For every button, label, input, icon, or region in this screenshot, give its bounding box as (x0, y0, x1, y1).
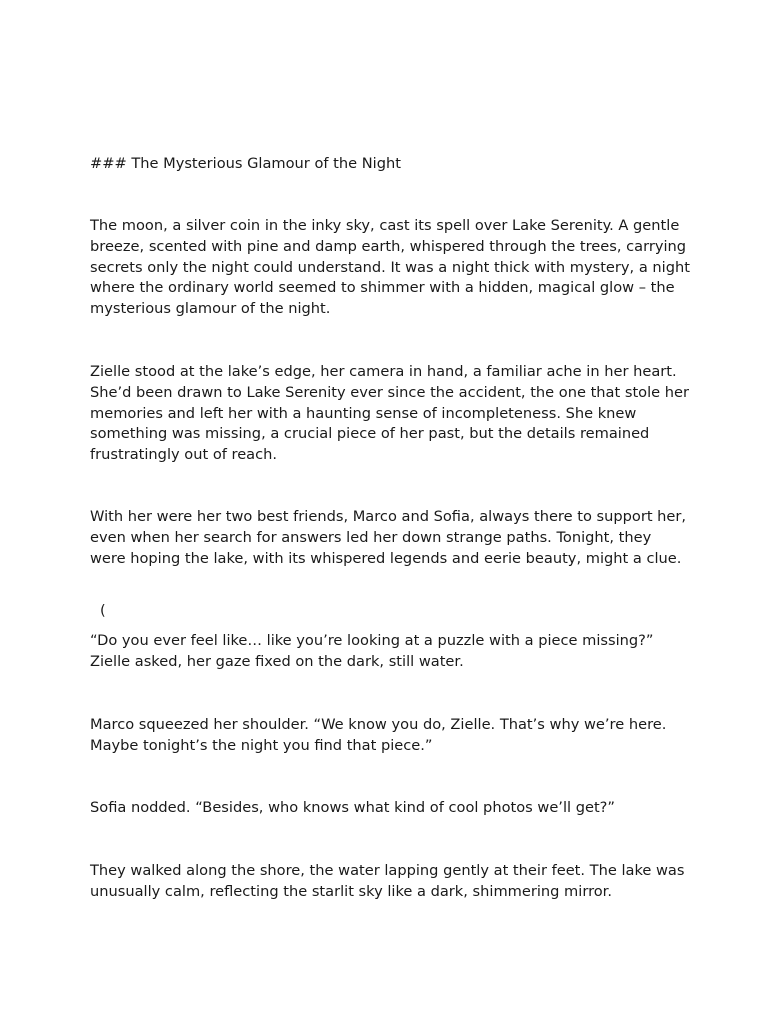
stray-mark: ( (100, 602, 106, 619)
paragraph-6: Sofia nodded. “Besides, who knows what kind of cool photos we’ll get?” (90, 799, 615, 816)
paragraph-4: “Do you ever feel like… like you’re looking at a puzzle with a piece missing?” Zielle asked, her gaze fixed on the dark, still water. (90, 632, 654, 670)
paragraph-3: With her were her two best friends, Marco and Sofia, always there to support her, even when her search for answers led her down strange paths. Tonight, they were hoping the lake, with its whispered legends and eerie beauty, might a clue. (90, 508, 687, 567)
document-heading: ### The Mysterious Glamour of the Night (90, 155, 401, 172)
paragraph-5: Marco squeezed her shoulder. “We know you do, Zielle. That’s why we’re here. Maybe tonight’s the night you find that piece.” (90, 716, 667, 754)
paragraph-1: The moon, a silver coin in the inky sky, cast its spell over Lake Serenity. A gentle breeze, scented with pine and damp earth, whispered through the trees, carrying secrets only the night could understand. It was a night thick with mystery, a night where the ordinary world seemed to shimmer with a hidden, magical glow – the mysterious glamour of the night. (90, 217, 690, 318)
paragraph-2: Zielle stood at the lake’s edge, her camera in hand, a familiar ache in her heart. She’d been drawn to Lake Serenity ever since the accident, the one that stole her memories and left her with a haunting sense of incompleteness. She knew something was missing, a crucial piece of her past, but the details remained frustratingly out of reach. (90, 363, 690, 464)
paragraph-7: They walked along the shore, the water lapping gently at their feet. The lake was unusually calm, reflecting the starlit sky like a dark, shimmering mirror. (90, 862, 685, 900)
